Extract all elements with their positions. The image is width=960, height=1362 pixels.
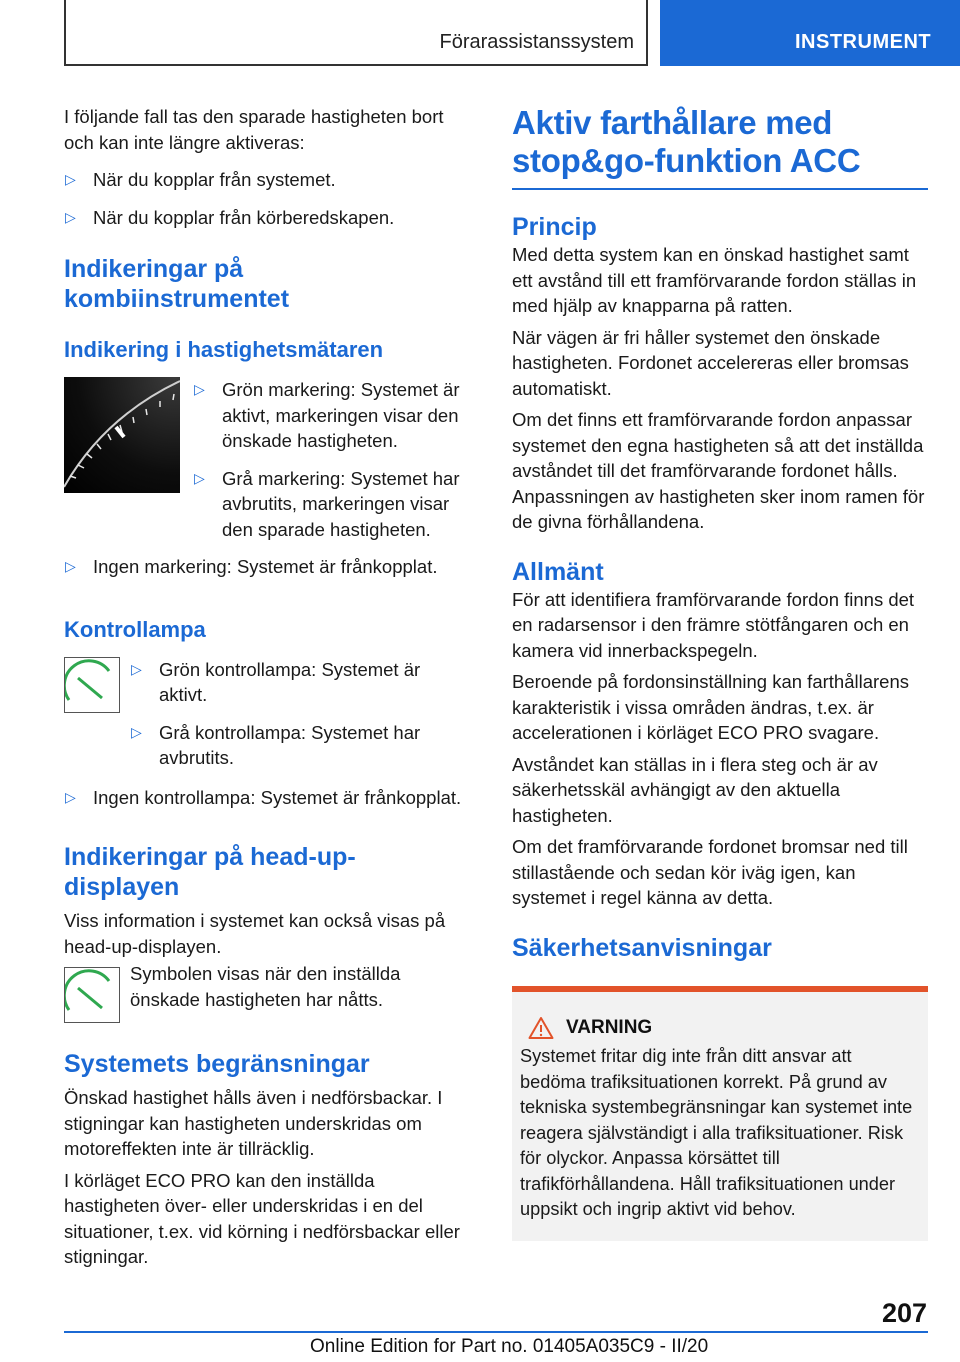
warning-label: VARNING bbox=[566, 1017, 653, 1038]
speedometer-arc-icon bbox=[64, 377, 180, 493]
footer-divider bbox=[64, 1331, 928, 1333]
warning-triangle-icon bbox=[528, 1016, 554, 1040]
limit-paragraph-2: I körläget ECO PRO kan den inställda hastigheten över- eller underskridas i en del situationer, t.ex. vid körning i nedförsbackar eller stigningar. bbox=[64, 1169, 460, 1267]
heading-begransningar: Systemets begränsningar bbox=[64, 1050, 370, 1078]
intro-paragraph: I följande fall tas den sparade hastigheten bort och kan inte längre aktiveras: bbox=[64, 106, 444, 153]
header-section-tab bbox=[64, 0, 648, 66]
acc-speedometer-icon bbox=[64, 657, 120, 713]
list-item: ▷ Grön markering: Systemet är aktivt, markeringen visar den önskade hastigheten. bbox=[194, 379, 460, 451]
allmant-paragraph-1: För att identifiera framförvarande fordon finns det en radarsensor i den främre stötfångaren och en kamera vid innerbackspegeln. bbox=[512, 588, 915, 661]
section-title: Aktiv farthållare med stop&go-funktion ACC bbox=[512, 104, 861, 179]
page-number: 207 bbox=[881, 1298, 927, 1328]
triangle-right-icon: ▷ bbox=[65, 558, 76, 574]
triangle-right-icon: ▷ bbox=[65, 208, 76, 225]
right-column bbox=[512, 104, 928, 963]
triangle-right-icon: ▷ bbox=[194, 469, 205, 486]
heading-allmant: Allmänt bbox=[512, 557, 604, 586]
allmant-paragraph-2: Beroende på fordonsinställning kan farthållarens karakteristik i vissa områden ändras, t.ex. är accelerationen i körläget ECO PRO svagare. bbox=[512, 671, 909, 743]
footer-edition: Online Edition for Part no. 01405A035C9 - II/20 bbox=[310, 1336, 709, 1357]
list-item: ▷ Ingen markering: Systemet är frånkopplat. bbox=[64, 554, 474, 580]
hud-symbol-text: Symbolen visas när den inställda önskade hastigheten har nåtts. bbox=[130, 963, 401, 1010]
allmant-paragraph-3: Avståndet kan ställas in i flera steg och är av säkerhetsskäl avhängigt av den aktuella hastigheten. bbox=[512, 753, 878, 826]
princip-paragraph-3: Om det finns ett framförvarande fordon anpassar systemet den egna hastigheten så att det inställda avståndet till det framförvarande fordonet hålls. Anpassningen av hastigheten sker inom ramen för de givna förhållandena. bbox=[512, 409, 925, 532]
triangle-right-icon: ▷ bbox=[131, 723, 142, 740]
list-item: ▷ Grön kontrollampa: Systemet är aktivt. bbox=[131, 658, 421, 705]
heading-head-up: Indikeringar på head-up-displayen bbox=[64, 843, 356, 901]
header-chapter-title: INSTRUMENT bbox=[795, 31, 932, 53]
triangle-right-icon: ▷ bbox=[65, 171, 76, 187]
hud-acc-symbol-icon bbox=[64, 967, 120, 1023]
speedometer-marking-image bbox=[64, 377, 180, 493]
limit-paragraph-1: Önskad hastighet hålls även i nedförsbackar. I stigningar kan hastigheten underskridas om motoreffekten inte är tillräcklig. bbox=[64, 1087, 443, 1159]
princip-paragraph-1: Med detta system kan en önskad hastighet samt ett avstånd till ett framförvarande fordon ställas in med hjälp av knapparna på ratten. bbox=[512, 244, 917, 316]
heading-princip: Princip bbox=[512, 213, 597, 241]
left-column bbox=[64, 104, 474, 1276]
heading-kontrollampa: Kontrollampa bbox=[64, 616, 206, 642]
triangle-right-icon: ▷ bbox=[131, 660, 142, 677]
hud-paragraph: Viss information i systemet kan också visas på head-up-displayen. bbox=[64, 910, 446, 957]
title-divider bbox=[512, 188, 928, 190]
heading-hastighetsmatare: Indikering i hastighetsmätaren bbox=[64, 337, 384, 362]
list-item: ▷ Grå kontrollampa: Systemet har avbrutits. bbox=[131, 721, 421, 768]
list-item: ▷ När du kopplar från körberedskapen. bbox=[64, 205, 474, 231]
list-item: ▷ Ingen kontrollampa: Systemet är frånkopplat. bbox=[64, 785, 474, 811]
heading-indikeringar: Indikeringar på kombiinstrumentet bbox=[64, 255, 290, 313]
header-chapter-tab bbox=[660, 0, 960, 66]
warning-text: Systemet fritar dig inte från ditt ansvar att bedöma trafiksituationen korrekt. På grund av tekniska systembegränsningar kan systemet inte reagera självständigt i alla trafiksituationer. Risk för olyckor. Anpassa körsättet till trafikförhållandena. Håll trafiksituationen under uppsikt och ingrip aktivt vid behov. bbox=[520, 1046, 913, 1219]
allmant-paragraph-4: Om det framförvarande fordonet bromsar ned till stillastående och sedan kör iväg igen, kan systemet i regel känna av detta. bbox=[512, 836, 908, 908]
warning-box bbox=[512, 986, 928, 1241]
list-item: ▷ När du kopplar från systemet. bbox=[64, 167, 474, 193]
header-section-title: Förarassistanssystem bbox=[439, 31, 634, 53]
triangle-right-icon: ▷ bbox=[65, 788, 76, 805]
heading-sakerhet: Säkerhetsanvisningar bbox=[512, 933, 772, 962]
list-item: ▷ Grå markering: Systemet har avbrutits, markeringen visar den sparade hastigheten. bbox=[194, 467, 460, 540]
princip-paragraph-2: När vägen är fri håller systemet den önskade hastigheten. Fordonet accelereras eller bromsas automatiskt. bbox=[512, 326, 909, 399]
triangle-right-icon: ▷ bbox=[194, 381, 205, 397]
